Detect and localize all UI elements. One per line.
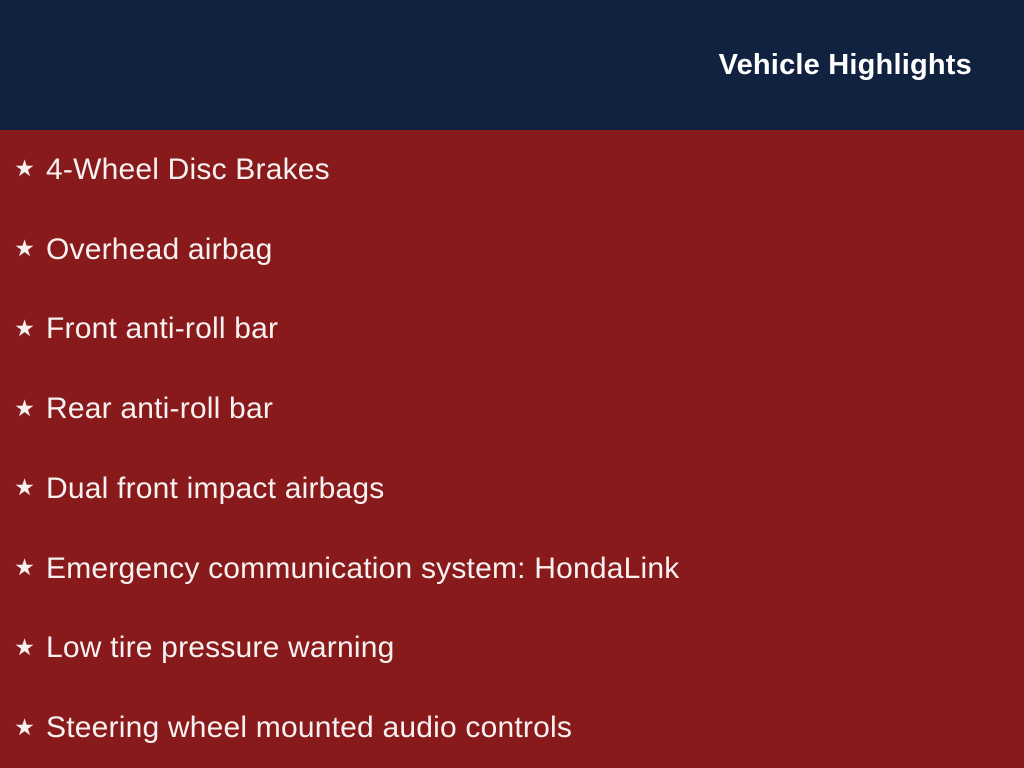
list-item (13, 449, 1004, 529)
feature-label: Rear anti-roll bar (46, 392, 274, 426)
star-icon: ★ (14, 714, 35, 741)
star-icon: ★ (14, 475, 35, 502)
feature-label: Steering wheel mounted audio controls (46, 711, 573, 745)
feature-label: Front anti-roll bar (46, 312, 279, 346)
feature-label: Dual front impact airbags (46, 471, 385, 505)
feature-list (0, 130, 1024, 768)
list-item (13, 210, 1004, 290)
slide-title: Vehicle Highlights (718, 48, 972, 81)
list-item (13, 529, 1004, 609)
star-icon: ★ (14, 315, 35, 342)
list-item (13, 688, 1004, 768)
list-item (13, 369, 1004, 449)
feature-label: Low tire pressure warning (46, 631, 395, 665)
star-icon: ★ (14, 395, 35, 422)
star-icon: ★ (14, 236, 35, 263)
feature-label: 4-Wheel Disc Brakes (46, 152, 330, 186)
feature-label: Overhead airbag (46, 232, 273, 266)
star-icon: ★ (14, 555, 35, 582)
star-icon: ★ (14, 634, 35, 661)
list-item (13, 609, 1004, 689)
slide-header (0, 0, 1024, 130)
feature-label: Emergency communication system: HondaLink (46, 551, 680, 585)
list-item (13, 130, 1004, 210)
list-item (13, 290, 1004, 370)
star-icon: ★ (14, 156, 35, 183)
